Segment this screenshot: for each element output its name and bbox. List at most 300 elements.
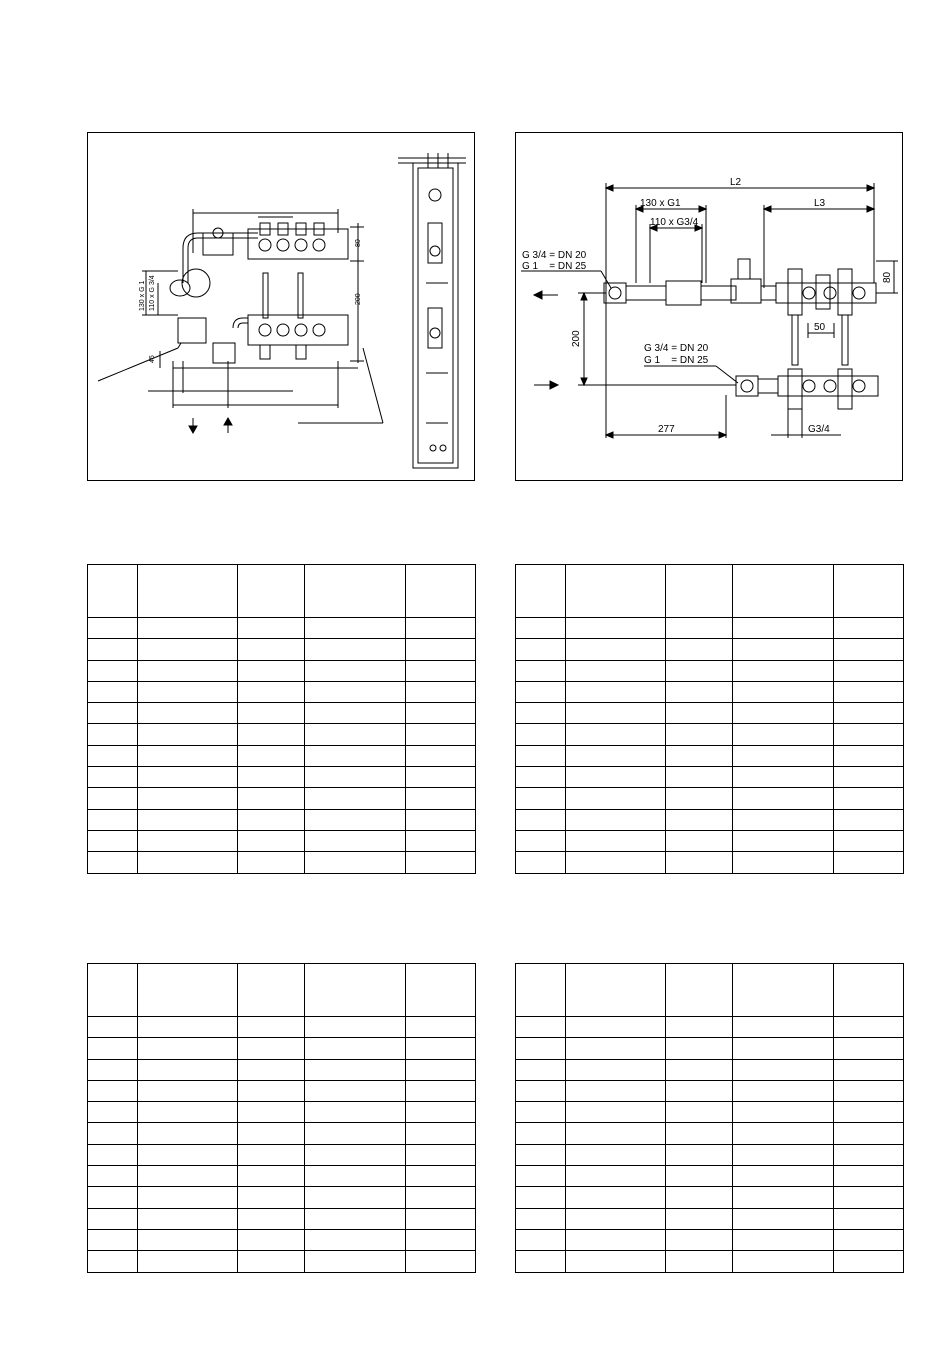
table-cell <box>138 1187 238 1208</box>
table-cell <box>516 1229 566 1250</box>
table-cell <box>566 830 666 851</box>
table-cell <box>88 1144 138 1165</box>
table-cell <box>406 745 476 766</box>
spec-table-top-left <box>87 564 476 874</box>
table-cell <box>733 964 834 1017</box>
table-cell <box>516 1102 566 1123</box>
table-cell <box>733 703 834 724</box>
table-cell <box>406 1144 476 1165</box>
manifold-front-side-drawing <box>88 133 476 482</box>
table-cell <box>733 1187 834 1208</box>
table-cell <box>566 1059 666 1080</box>
table-cell <box>305 1187 406 1208</box>
table-cell <box>834 1038 904 1059</box>
table-cell <box>516 703 566 724</box>
table-cell <box>138 1229 238 1250</box>
table-cell <box>566 1208 666 1229</box>
table-cell <box>666 1123 733 1144</box>
table-cell <box>88 964 138 1017</box>
table-cell <box>88 788 138 809</box>
table-cell <box>666 1080 733 1101</box>
table-cell <box>733 1038 834 1059</box>
table-cell <box>566 639 666 660</box>
table-cell <box>666 1166 733 1187</box>
table-cell <box>238 1123 305 1144</box>
table-cell <box>834 724 904 745</box>
table-cell <box>516 1251 566 1272</box>
table-cell <box>733 1144 834 1165</box>
table-cell <box>566 767 666 788</box>
table-cell <box>406 1080 476 1101</box>
table-cell <box>138 703 238 724</box>
table-cell <box>516 1059 566 1080</box>
table-row <box>516 639 904 660</box>
table-cell <box>566 681 666 702</box>
table-cell <box>305 660 406 681</box>
dim-110xG34: 110 x G3/4 <box>650 217 699 228</box>
table-cell <box>834 1187 904 1208</box>
table-cell <box>834 964 904 1017</box>
table-cell <box>406 724 476 745</box>
table-cell <box>305 809 406 830</box>
table-cell <box>566 565 666 618</box>
table-row <box>88 1059 476 1080</box>
table-cell <box>138 681 238 702</box>
table-row <box>88 745 476 766</box>
table-cell <box>305 1059 406 1080</box>
table-cell <box>305 1166 406 1187</box>
table-cell <box>138 639 238 660</box>
table-cell <box>305 681 406 702</box>
table-cell <box>733 809 834 830</box>
table-cell <box>406 767 476 788</box>
table-cell <box>305 618 406 639</box>
table-cell <box>138 745 238 766</box>
table-cell <box>88 1059 138 1080</box>
table-cell <box>733 618 834 639</box>
table-row <box>516 1017 904 1038</box>
table-cell <box>305 1208 406 1229</box>
table-cell <box>406 1166 476 1187</box>
table-cell <box>138 788 238 809</box>
table-cell <box>516 618 566 639</box>
table-cell <box>406 1123 476 1144</box>
table-cell <box>566 618 666 639</box>
table-cell <box>88 852 138 873</box>
table-cell <box>733 1208 834 1229</box>
table-cell <box>516 1080 566 1101</box>
table-cell <box>666 788 733 809</box>
table-cell <box>406 1208 476 1229</box>
table-row <box>516 1166 904 1187</box>
table-cell <box>834 1144 904 1165</box>
dim-200: 200 <box>571 330 582 347</box>
table-cell <box>666 639 733 660</box>
table-cell <box>666 964 733 1017</box>
table-cell <box>566 724 666 745</box>
table-cell <box>406 681 476 702</box>
spec-table-bottom-left <box>87 963 476 1273</box>
table-cell <box>138 964 238 1017</box>
conn-top-line-2: G 1 = DN 25 <box>522 261 587 272</box>
table-cell <box>138 618 238 639</box>
table-row <box>516 1144 904 1165</box>
table-row <box>88 767 476 788</box>
table-cell <box>733 639 834 660</box>
table-cell <box>305 788 406 809</box>
table-cell <box>733 1166 834 1187</box>
table-cell <box>238 1208 305 1229</box>
table-cell <box>238 660 305 681</box>
dim-G34: G3/4 <box>808 424 830 435</box>
table-cell <box>138 1251 238 1272</box>
table-row <box>88 660 476 681</box>
table-cell <box>305 1080 406 1101</box>
table-cell <box>238 703 305 724</box>
table-cell <box>88 1017 138 1038</box>
table-cell <box>516 565 566 618</box>
table-row <box>516 1102 904 1123</box>
table-cell <box>305 1251 406 1272</box>
table-row <box>88 1038 476 1059</box>
table-cell <box>733 1017 834 1038</box>
table-cell <box>305 830 406 851</box>
table-cell <box>834 1080 904 1101</box>
table-row <box>88 724 476 745</box>
table-cell <box>834 1251 904 1272</box>
table-cell <box>666 660 733 681</box>
table-cell <box>406 1229 476 1250</box>
table-cell <box>516 639 566 660</box>
table-cell <box>516 1166 566 1187</box>
right-drawing-panel <box>515 132 903 481</box>
table-header-row <box>516 964 904 1017</box>
table-cell <box>88 1251 138 1272</box>
table-cell <box>406 660 476 681</box>
table-cell <box>88 1208 138 1229</box>
table-cell <box>238 1038 305 1059</box>
table-cell <box>666 1017 733 1038</box>
table-cell <box>566 1017 666 1038</box>
table-cell <box>733 724 834 745</box>
table-cell <box>516 788 566 809</box>
table-row <box>516 767 904 788</box>
table-cell <box>666 1059 733 1080</box>
table-row <box>516 1229 904 1250</box>
table-row <box>88 788 476 809</box>
table-cell <box>566 1187 666 1208</box>
table-cell <box>834 1229 904 1250</box>
table-cell <box>834 788 904 809</box>
table-cell <box>666 681 733 702</box>
table-row <box>516 1038 904 1059</box>
table-cell <box>305 1123 406 1144</box>
table-cell <box>305 767 406 788</box>
table-cell <box>138 1208 238 1229</box>
table-cell <box>516 1208 566 1229</box>
table-cell <box>138 852 238 873</box>
dim-L2: L2 <box>730 177 742 188</box>
table-cell <box>88 1123 138 1144</box>
table-cell <box>666 745 733 766</box>
table-cell <box>88 724 138 745</box>
table-cell <box>733 1102 834 1123</box>
table-cell <box>834 852 904 873</box>
table-row <box>88 1229 476 1250</box>
table-row <box>516 1251 904 1272</box>
table-cell <box>406 809 476 830</box>
table-cell <box>566 852 666 873</box>
table-row <box>88 852 476 873</box>
table-cell <box>566 1080 666 1101</box>
table-row <box>88 1166 476 1187</box>
table-cell <box>406 618 476 639</box>
table-cell <box>733 788 834 809</box>
table-cell <box>406 852 476 873</box>
table-cell <box>733 1229 834 1250</box>
table-cell <box>238 1229 305 1250</box>
table-cell <box>666 809 733 830</box>
table-cell <box>566 1144 666 1165</box>
table-cell <box>238 1059 305 1080</box>
table-cell <box>88 830 138 851</box>
table-cell <box>566 1102 666 1123</box>
table-cell <box>666 565 733 618</box>
table-cell <box>666 767 733 788</box>
table-row <box>516 809 904 830</box>
table-cell <box>238 809 305 830</box>
table-cell <box>138 1144 238 1165</box>
table-cell <box>238 1080 305 1101</box>
table-cell <box>88 1102 138 1123</box>
table-cell <box>406 964 476 1017</box>
table-cell <box>88 1038 138 1059</box>
table-cell <box>566 660 666 681</box>
table-cell <box>238 852 305 873</box>
table-cell <box>834 809 904 830</box>
table-cell <box>666 618 733 639</box>
table-cell <box>406 788 476 809</box>
table-cell <box>516 852 566 873</box>
table-cell <box>138 1123 238 1144</box>
table-cell <box>238 1166 305 1187</box>
table-cell <box>516 767 566 788</box>
table-cell <box>305 565 406 618</box>
table-cell <box>733 1251 834 1272</box>
table-cell <box>666 703 733 724</box>
table-cell <box>834 1017 904 1038</box>
table-cell <box>238 639 305 660</box>
conn-top-line-1: G 3/4 = DN 20 <box>522 250 587 261</box>
table-cell <box>566 1038 666 1059</box>
table-row <box>88 618 476 639</box>
spec-table-top-right <box>515 564 904 874</box>
table-cell <box>88 809 138 830</box>
table-row <box>516 745 904 766</box>
table-cell <box>88 618 138 639</box>
table-cell <box>305 724 406 745</box>
table-cell <box>834 618 904 639</box>
table-cell <box>138 767 238 788</box>
table-cell <box>88 681 138 702</box>
left-drawing-panel <box>87 132 475 481</box>
table-cell <box>566 745 666 766</box>
left-dim-80: 80 <box>355 239 362 247</box>
table-row <box>516 1080 904 1101</box>
table-cell <box>406 1187 476 1208</box>
left-dim-130: 130 x G 1 <box>139 280 146 311</box>
table-cell <box>406 639 476 660</box>
table-row <box>88 681 476 702</box>
table-row <box>88 1102 476 1123</box>
table-cell <box>666 724 733 745</box>
table-header-row <box>516 565 904 618</box>
table-row <box>88 1187 476 1208</box>
table-cell <box>566 1251 666 1272</box>
table-cell <box>138 565 238 618</box>
table-row <box>88 703 476 724</box>
table-cell <box>406 1038 476 1059</box>
table-cell <box>566 964 666 1017</box>
left-dim-45: 45 <box>149 355 156 363</box>
table-cell <box>666 852 733 873</box>
table-cell <box>733 565 834 618</box>
table-cell <box>238 788 305 809</box>
table-cell <box>238 1144 305 1165</box>
table-cell <box>238 1102 305 1123</box>
table-cell <box>305 852 406 873</box>
table-cell <box>305 1017 406 1038</box>
table-cell <box>88 1187 138 1208</box>
manifold-dimension-drawing <box>516 133 904 482</box>
table-cell <box>733 1080 834 1101</box>
table-header-row <box>88 964 476 1017</box>
dim-L3: L3 <box>814 198 826 209</box>
table-cell <box>88 660 138 681</box>
table-cell <box>305 745 406 766</box>
table-cell <box>666 1229 733 1250</box>
table-cell <box>666 1187 733 1208</box>
left-dim-200: 200 <box>355 293 362 305</box>
table-cell <box>566 809 666 830</box>
table-cell <box>238 1251 305 1272</box>
table-cell <box>305 1144 406 1165</box>
table-cell <box>834 830 904 851</box>
table-cell <box>733 1123 834 1144</box>
table-cell <box>88 1166 138 1187</box>
table-cell <box>238 1017 305 1038</box>
table-cell <box>406 1102 476 1123</box>
table-cell <box>138 1038 238 1059</box>
table-cell <box>834 745 904 766</box>
table-row <box>516 703 904 724</box>
table-cell <box>516 1038 566 1059</box>
table-cell <box>88 565 138 618</box>
table-row <box>88 1208 476 1229</box>
table-row <box>88 809 476 830</box>
table-row <box>516 788 904 809</box>
table-cell <box>733 767 834 788</box>
table-cell <box>733 1059 834 1080</box>
table-row <box>516 1187 904 1208</box>
table-cell <box>406 565 476 618</box>
table-cell <box>238 681 305 702</box>
table-cell <box>666 1251 733 1272</box>
conn-bot-line-1: G 3/4 = DN 20 <box>644 343 709 354</box>
table-cell <box>238 745 305 766</box>
table-row <box>516 724 904 745</box>
table-cell <box>516 745 566 766</box>
table-cell <box>516 830 566 851</box>
table-row <box>516 830 904 851</box>
table-row <box>516 660 904 681</box>
table-cell <box>666 1038 733 1059</box>
table-cell <box>138 1102 238 1123</box>
table-cell <box>516 724 566 745</box>
table-cell <box>238 565 305 618</box>
table-cell <box>305 1229 406 1250</box>
table-cell <box>666 1208 733 1229</box>
table-row <box>516 1123 904 1144</box>
dim-80: 80 <box>882 271 893 283</box>
table-cell <box>516 1144 566 1165</box>
table-cell <box>88 767 138 788</box>
table-cell <box>834 1102 904 1123</box>
table-cell <box>88 1080 138 1101</box>
dim-277: 277 <box>658 424 675 435</box>
table-cell <box>516 660 566 681</box>
table-header-row <box>88 565 476 618</box>
conn-bot-line-2: G 1 = DN 25 <box>644 355 709 366</box>
table-cell <box>138 809 238 830</box>
table-cell <box>733 830 834 851</box>
table-row <box>88 1123 476 1144</box>
table-cell <box>138 660 238 681</box>
table-cell <box>88 1229 138 1250</box>
table-cell <box>406 830 476 851</box>
table-cell <box>406 1017 476 1038</box>
table-cell <box>666 1144 733 1165</box>
spec-table-bottom-right <box>515 963 904 1273</box>
table-cell <box>88 639 138 660</box>
table-cell <box>516 1123 566 1144</box>
table-cell <box>566 703 666 724</box>
table-cell <box>733 660 834 681</box>
table-cell <box>566 1229 666 1250</box>
table-cell <box>138 1080 238 1101</box>
table-row <box>516 1059 904 1080</box>
table-row <box>516 681 904 702</box>
table-cell <box>733 852 834 873</box>
table-cell <box>88 703 138 724</box>
dim-130xG1: 130 x G1 <box>640 198 681 209</box>
table-cell <box>238 724 305 745</box>
table-cell <box>305 703 406 724</box>
table-cell <box>834 703 904 724</box>
table-cell <box>238 767 305 788</box>
table-cell <box>516 964 566 1017</box>
table-row <box>516 1208 904 1229</box>
table-cell <box>834 1123 904 1144</box>
table-row <box>88 1251 476 1272</box>
table-cell <box>305 1102 406 1123</box>
table-cell <box>834 1059 904 1080</box>
table-cell <box>566 1123 666 1144</box>
table-cell <box>138 830 238 851</box>
table-cell <box>516 809 566 830</box>
table-cell <box>516 681 566 702</box>
table-cell <box>305 1038 406 1059</box>
